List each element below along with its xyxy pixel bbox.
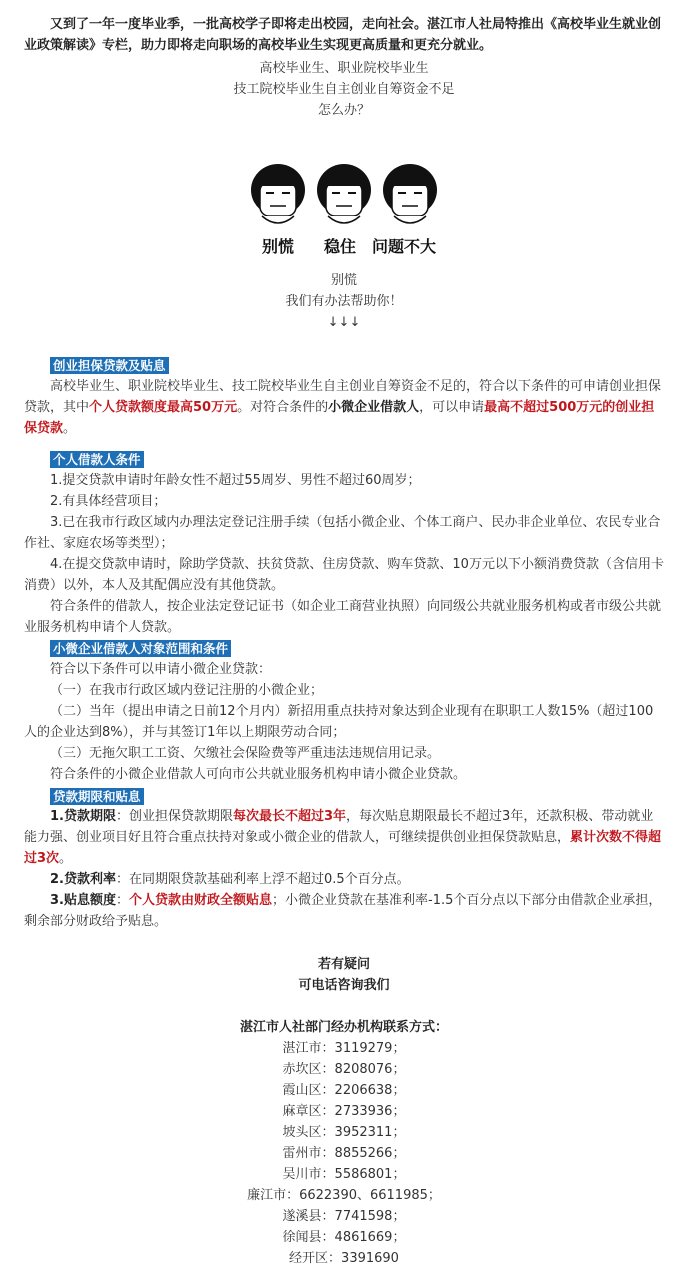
contact-item: 麻章区：2733936； xyxy=(282,1104,406,1119)
question-line-3: 怎么办？ xyxy=(317,103,370,118)
contact-item: 湛江市：3119279； xyxy=(282,1041,406,1056)
list-item: 符合条件的小微企业借款人可向市公共就业服务机构申请小微企业贷款。 xyxy=(50,767,467,782)
section-heading-personal: 个人借款人条件 xyxy=(50,451,144,468)
meme-caption-2: 稳住 xyxy=(324,237,357,256)
reassure-line-1: 别慌 xyxy=(330,273,357,288)
question-line-1: 高校毕业生、职业院校毕业生 xyxy=(259,61,429,76)
list-item: （一）在我市行政区域内登记注册的小微企业； xyxy=(50,683,324,698)
list-item: 4.在提交贷款申请时，除助学贷款、扶贫贷款、住房贷款、购车贷款、10万元以下小额消费贷款（含信用卡消费）以外，本人及其配偶应没有其他贷款。 xyxy=(24,557,664,593)
list-item: 3.已在我市行政区域内办理法定登记注册手续（包括小微企业、个体工商户、民办非企业单位、农民专业合作社、家庭农场等类型）； xyxy=(24,515,661,551)
contact-item: 廉江市：6622390、6611985； xyxy=(247,1188,441,1203)
cartoon-face-icon xyxy=(248,160,308,230)
contact-item: 赤坎区：8208076； xyxy=(282,1062,406,1077)
meme-caption-3: 问题不大 xyxy=(372,237,437,256)
contact-item: 遂溪县：7741598； xyxy=(282,1209,406,1224)
contact-item: 坡头区：3952311； xyxy=(282,1125,406,1140)
contact-item: 吴川市：5586801； xyxy=(282,1167,406,1182)
list-item: 2.有具体经营项目； xyxy=(50,494,167,509)
contact-prompt: 可电话咨询我们 xyxy=(298,978,390,993)
list-item: （三）无拖欠职工工资、欠缴社会保险费等严重违法违规信用记录。 xyxy=(50,746,441,761)
contact-title: 湛江市人社部门经办机构联系方式： xyxy=(239,1020,448,1035)
contact-question: 若有疑问 xyxy=(317,957,370,972)
contact-item: 经开区：3391690 xyxy=(289,1251,399,1266)
subsidy-paragraph: 3.贴息额度：个人贷款由财政全额贴息；小微企业贷款在基准利率-1.5个百分点以下部分由借款企业承担，剩余部分财政给予贴息。 xyxy=(24,893,662,929)
section-heading-smallbiz: 小微企业借款人对象范围和条件 xyxy=(50,640,231,657)
meme-illustration xyxy=(248,160,440,260)
contact-item: 徐闻县：4861669； xyxy=(282,1230,406,1245)
reassure-line-2: 我们有办法帮助你！ xyxy=(285,294,403,309)
section1-paragraph: 高校毕业生、职业院校毕业生、技工院校毕业生自主创业自筹资金不足的，符合以下条件的可申请创业担保贷款，其中个人贷款额度最高50万元。对符合条件的小微企业借款人，可以申请最高不超过500万元的创业担保贷款。 xyxy=(24,379,662,436)
section-heading-loan: 创业担保贷款及贴息 xyxy=(50,357,169,374)
meme-caption-1: 别慌 xyxy=(262,237,295,256)
down-arrows: ↓↓↓ xyxy=(327,315,361,330)
rate-paragraph: 2.贷款利率：在同期限贷款基础利率上浮不超过0.5个百分点。 xyxy=(50,872,410,887)
cartoon-face-icon xyxy=(380,160,440,230)
contact-item: 霞山区：2206638； xyxy=(282,1083,406,1098)
term-paragraph: 1.贷款期限：创业担保贷款期限每次最长不超过3年，每次贴息期限最长不超过3年，还款积极、带动就业能力强、创业项目好且符合重点扶持对象或小微企业的借款人，可继续提供创业担保贷款贴息，累计次数不得超过3次。 xyxy=(24,809,662,866)
list-item: 1.提交贷款申请时年龄女性不超过55周岁、男性不超过60周岁； xyxy=(50,473,421,488)
list-item: 符合以下条件可以申请小微企业贷款： xyxy=(50,662,272,677)
intro-paragraph: 又到了一年一度毕业季，一批高校学子即将走出校园，走向社会。湛江市人社局特推出《高校毕业生就业创业政策解读》专栏，助力即将走向职场的高校毕业生实现更高质量和更充分就业。 xyxy=(24,17,662,53)
question-line-2: 技工院校毕业生自主创业自筹资金不足 xyxy=(233,82,455,97)
section-heading-term: 贷款期限和贴息 xyxy=(50,788,144,805)
list-item: 符合条件的借款人，按企业法定登记证书（如企业工商营业执照）向同级公共就业服务机构或者市级公共就业服务机构申请个人贷款。 xyxy=(24,599,662,635)
cartoon-face-icon xyxy=(314,160,374,230)
contact-item: 雷州市：8855266； xyxy=(282,1146,406,1161)
list-item: （二）当年（提出申请之日前12个月内）新招用重点扶持对象达到企业现有在职职工人数15%（超过100人的企业达到8%），并与其签订1年以上期限劳动合同； xyxy=(24,704,654,740)
